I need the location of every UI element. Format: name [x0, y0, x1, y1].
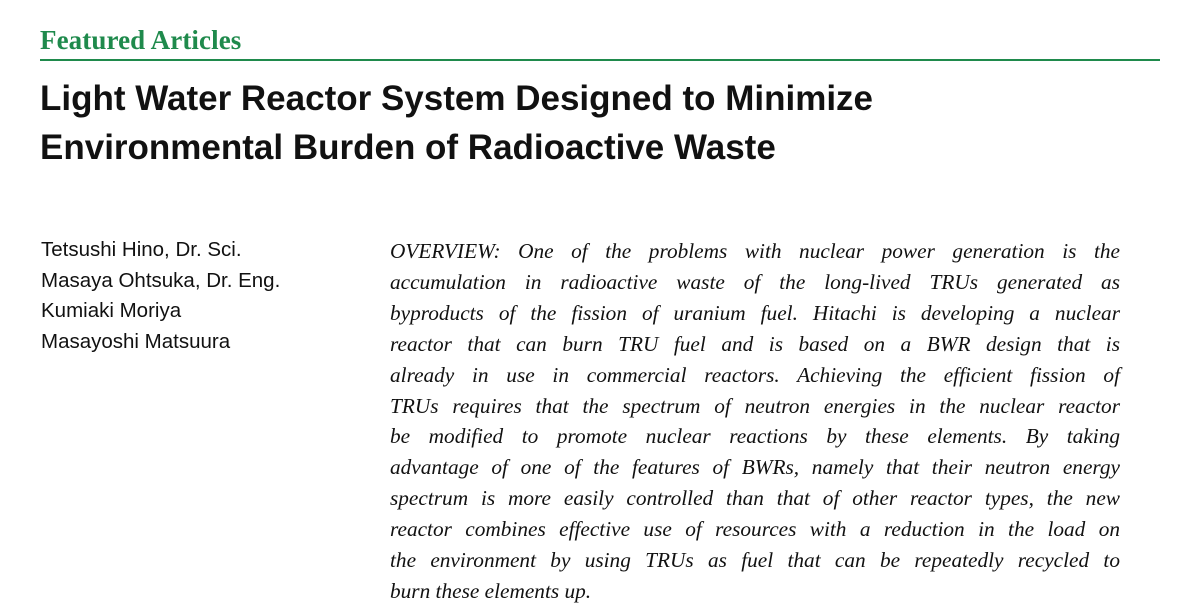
overview-line: burn these elements up.	[390, 578, 592, 603]
article-title	[40, 74, 1160, 172]
author-name: Tetsushi Hino, Dr. Sci.	[41, 238, 242, 261]
overview-line: accumulation in radioactive waste of the long-lived TRUs generated as	[390, 269, 1120, 294]
overview-line: spectrum is more easily controlled than that of other reactor types, the new	[390, 486, 1120, 511]
overview-line: reactor combines effective use of resources with a reduction in the load on	[390, 517, 1120, 542]
section-divider	[40, 59, 1160, 61]
overview-line: already in use in commercial reactors. Achieving the efficient fission of	[390, 362, 1120, 387]
section-label: Featured Articles	[40, 25, 242, 55]
overview-line: be modified to promote nuclear reactions by these elements. By taking	[390, 424, 1120, 449]
author-list	[41, 235, 371, 357]
overview-line: reactor that can burn TRU fuel and is based on a BWR design that is	[390, 331, 1120, 356]
overview-line: byproducts of the fission of uranium fuel. Hitachi is developing a nuclear	[390, 300, 1120, 325]
overview-line: advantage of one of the features of BWRs, namely that their neutron energy	[390, 455, 1120, 480]
overview-line: OVERVIEW: One of the problems with nuclear power generation is the	[390, 239, 1120, 263]
overview-line: the environment by using TRUs as fuel that can be repeatedly recycled to	[390, 548, 1120, 573]
article-title-line: Light Water Reactor System Designed to Minimize	[40, 79, 874, 118]
author-name: Kumiaki Moriya	[41, 299, 182, 322]
overview-abstract	[390, 236, 1120, 607]
article-title-line: Environmental Burden of Radioactive Waste	[40, 128, 776, 167]
author-name: Masayoshi Matsuura	[41, 329, 231, 353]
author-name: Masaya Ohtsuka, Dr. Eng.	[41, 268, 281, 292]
overview-line: TRUs requires that the spectrum of neutron energies in the nuclear reactor	[390, 393, 1120, 418]
